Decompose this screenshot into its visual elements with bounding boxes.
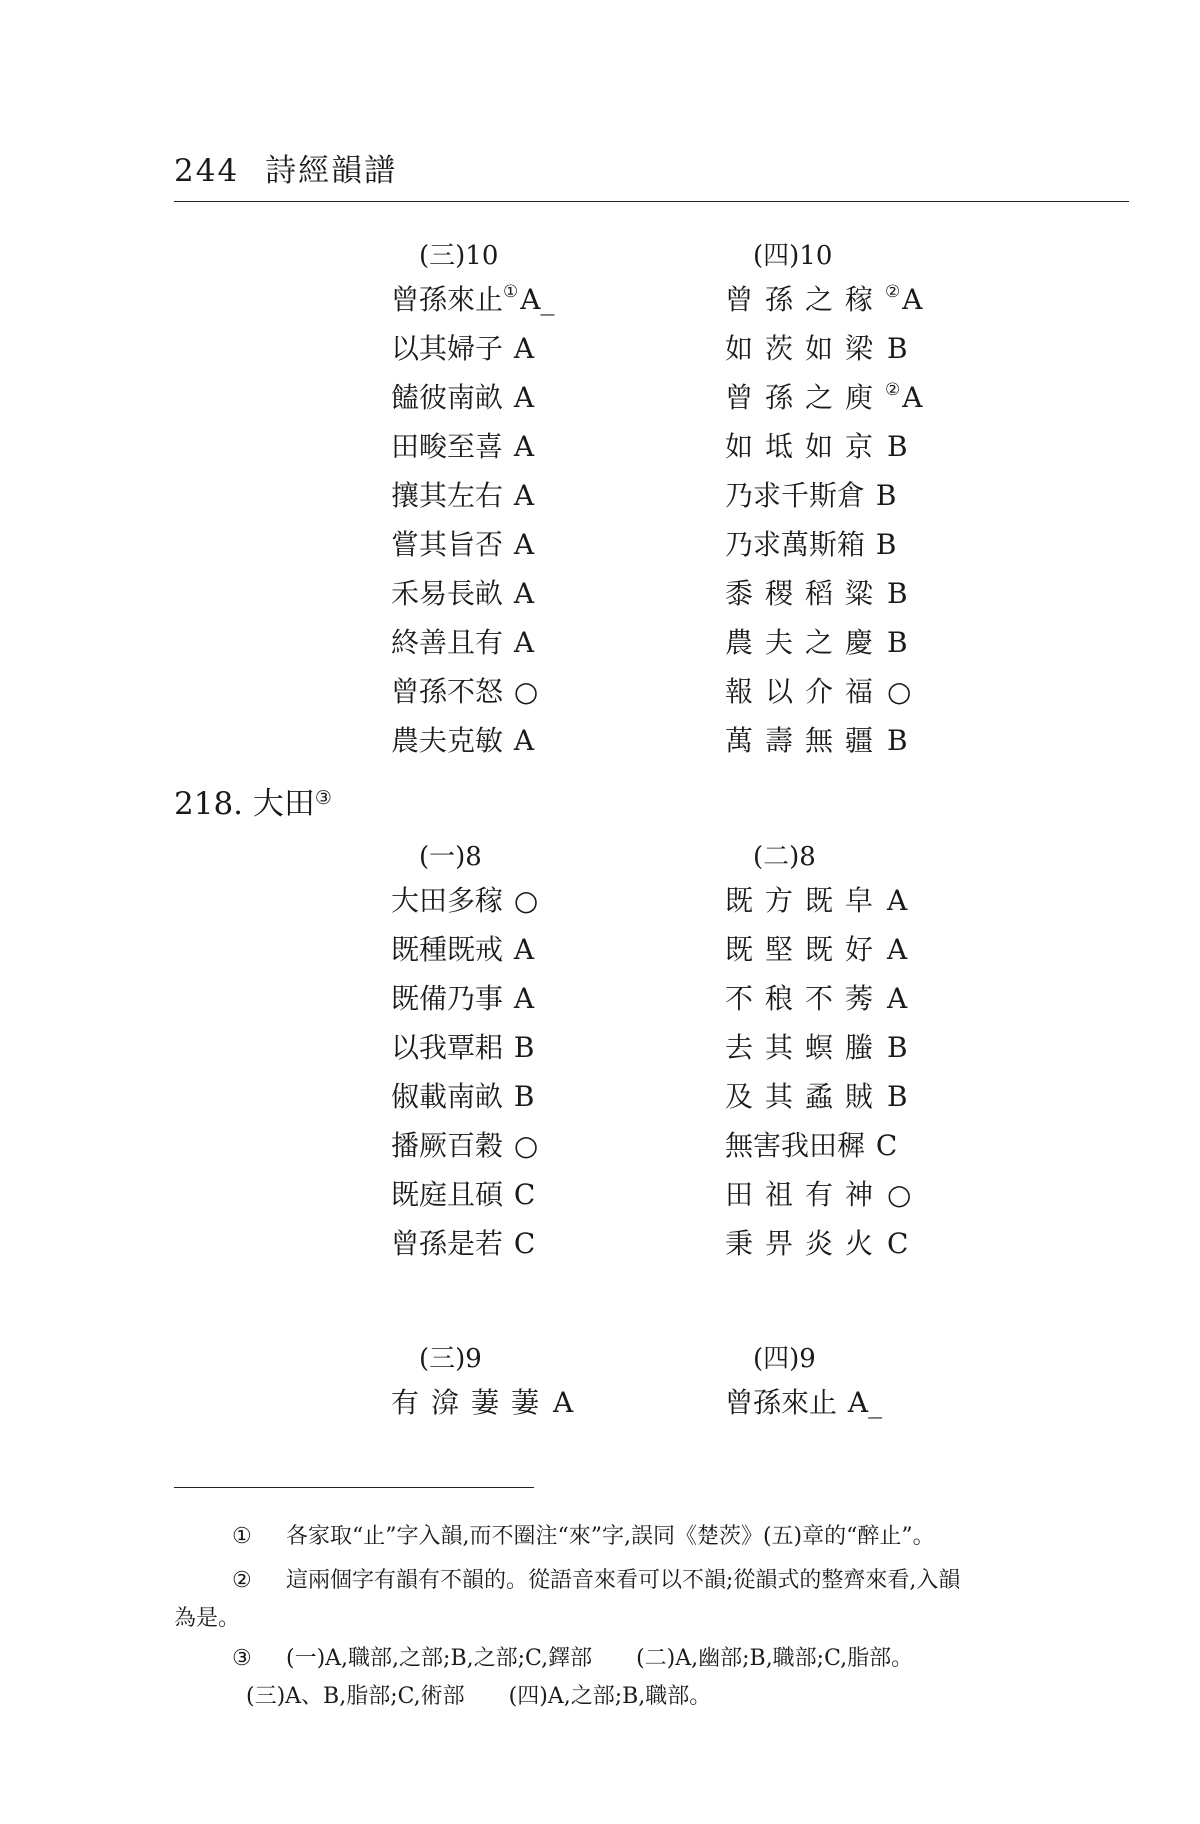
footnote-2-continued: 為是。 xyxy=(174,1606,241,1631)
verse-line: 不稂不莠A xyxy=(725,982,908,1015)
verse-line: 曾孫之稼②A xyxy=(725,282,923,316)
rhyme-mark: C xyxy=(513,1178,536,1211)
footnote-3-continued: (三)A、B,脂部;C,術部 (四)A,之部;B,職部。 xyxy=(246,1684,712,1709)
verse-line: 及其蟊賊B xyxy=(725,1080,908,1113)
footnote-rule xyxy=(174,1487,534,1488)
verse-line: 俶載南畝 B xyxy=(391,1080,535,1113)
footnote-marker: ③ xyxy=(232,1646,252,1671)
verse-line: 報以介福○ xyxy=(725,675,912,708)
verse-line: 曾孫來止①A_ xyxy=(391,282,555,316)
poem-name: 大田 xyxy=(252,786,315,822)
verse-line: 饁彼南畝 A xyxy=(391,381,535,414)
stanza-heading: (二)8 xyxy=(753,842,816,872)
rhyme-mark: B xyxy=(875,528,897,561)
rhyme-mark: ○ xyxy=(513,884,539,917)
verse-line: 攘其左右 A xyxy=(391,479,535,512)
stanza-218-2 xyxy=(725,838,1045,1268)
rhyme-mark: A xyxy=(553,1386,574,1419)
rhyme-mark: A xyxy=(513,381,535,414)
verse-line: 曾孫之庾②A xyxy=(725,380,923,414)
rhyme-mark: A_ xyxy=(847,1386,883,1419)
rhyme-mark: C xyxy=(887,1227,909,1260)
verse-line: 有渰萋萋A xyxy=(391,1386,574,1419)
footnote-2: ② 這兩個字有韻有不韻的。從語音來看可以不韻;從韻式的整齊來看,入韻 xyxy=(232,1566,960,1596)
rhyme-mark: A xyxy=(513,982,535,1015)
running-header xyxy=(174,145,397,190)
rhyme-mark: ○ xyxy=(887,675,912,708)
rhyme-mark: A xyxy=(887,884,908,917)
stanza-heading: (三)10 xyxy=(419,241,499,271)
header-rule xyxy=(174,201,1129,202)
verse-line: 田祖有神○ xyxy=(725,1178,912,1211)
footnote-3: ③ (一)A,職部,之部;B,之部;C,鐸部 (二)A,幽部;B,職部;C,脂部。 xyxy=(232,1644,913,1674)
rhyme-mark: A xyxy=(513,577,535,610)
rhyme-mark: B xyxy=(887,1031,908,1064)
stanza-heading: (一)8 xyxy=(419,842,482,872)
rhyme-mark: A xyxy=(887,982,908,1015)
footnote-1: ① 各家取“止”字入韻,而不圈注“來”字,誤同《楚茨》(五)章的“醉止”。 xyxy=(232,1522,935,1552)
verse-line: 黍稷稻粱B xyxy=(725,577,908,610)
rhyme-mark: ○ xyxy=(513,1129,539,1162)
stanza-heading: (四)9 xyxy=(753,1344,816,1374)
rhyme-mark: B xyxy=(875,479,897,512)
verse-line: 以我覃耜 B xyxy=(391,1031,535,1064)
rhyme-mark: A xyxy=(513,430,535,463)
verse-line: 秉畀炎火C xyxy=(725,1227,909,1260)
verse-line: 既堅既好A xyxy=(725,933,908,966)
verse-line: 去其螟螣B xyxy=(725,1031,908,1064)
verse-line: 既方既皁A xyxy=(725,884,908,917)
poem-number: 218. xyxy=(174,786,244,822)
rhyme-mark: A xyxy=(513,479,535,512)
stanza-218-3 xyxy=(391,1340,711,1427)
verse-line: 既庭且碩 C xyxy=(391,1178,536,1211)
verse-line: 萬壽無疆B xyxy=(725,724,908,757)
footnote-ref: ② xyxy=(885,282,901,302)
footnote-ref: ① xyxy=(503,282,519,302)
rhyme-mark: C xyxy=(875,1129,898,1162)
rhyme-mark: B xyxy=(513,1031,535,1064)
footnote-ref: ② xyxy=(885,380,901,400)
rhyme-mark: B xyxy=(887,626,908,659)
verse-line: 曾孫是若 C xyxy=(391,1227,536,1260)
poem-title xyxy=(174,778,332,823)
rhyme-mark: C xyxy=(513,1227,536,1260)
footnote-marker: ② xyxy=(232,1568,252,1593)
rhyme-mark: A xyxy=(513,528,535,561)
stanza-heading: (三)9 xyxy=(419,1344,482,1374)
verse-line: 乃求萬斯箱 B xyxy=(725,528,897,561)
verse-line: 終善且有 A xyxy=(391,626,535,659)
rhyme-mark: ○ xyxy=(887,1178,912,1211)
rhyme-mark: ○ xyxy=(513,675,539,708)
stanza-217-4 xyxy=(725,237,1045,765)
stanza-218-1 xyxy=(391,838,711,1268)
rhyme-mark: A_ xyxy=(520,283,555,316)
verse-line: 如坻如京B xyxy=(725,430,908,463)
verse-line: 農夫克敏 A xyxy=(391,724,535,757)
verse-line: 無害我田穉 C xyxy=(725,1129,898,1162)
rhyme-mark: B xyxy=(513,1080,535,1113)
rhyme-mark: A xyxy=(513,332,535,365)
verse-line: 田畯至喜 A xyxy=(391,430,535,463)
stanza-heading: (四)10 xyxy=(753,241,833,271)
verse-line: 曾孫來止 A_ xyxy=(725,1386,883,1419)
rhyme-mark: B xyxy=(887,724,908,757)
rhyme-mark: A xyxy=(513,724,535,757)
page-number: 244 xyxy=(174,153,240,189)
rhyme-mark: A xyxy=(902,381,923,414)
verse-line: 如茨如梁B xyxy=(725,332,908,365)
verse-line: 大田多稼 ○ xyxy=(391,884,539,917)
rhyme-mark: B xyxy=(887,430,908,463)
verse-line: 以其婦子 A xyxy=(391,332,535,365)
rhyme-mark: A xyxy=(887,933,908,966)
rhyme-mark: B xyxy=(887,332,908,365)
verse-line: 既備乃事 A xyxy=(391,982,535,1015)
rhyme-mark: B xyxy=(887,1080,908,1113)
verse-line: 乃求千斯倉 B xyxy=(725,479,897,512)
verse-line: 既種既戒 A xyxy=(391,933,535,966)
rhyme-mark: A xyxy=(513,933,535,966)
verse-line: 禾易長畝 A xyxy=(391,577,535,610)
footnote-marker: ① xyxy=(232,1524,252,1549)
verse-line: 嘗其旨否 A xyxy=(391,528,535,561)
book-title: 詩經韻譜 xyxy=(265,153,398,189)
stanza-217-3 xyxy=(391,237,711,765)
verse-line: 播厥百穀 ○ xyxy=(391,1129,539,1162)
verse-line: 農夫之慶B xyxy=(725,626,908,659)
stanza-218-4 xyxy=(725,1340,1045,1427)
footnote-ref: ③ xyxy=(314,787,332,809)
rhyme-mark: B xyxy=(887,577,908,610)
rhyme-mark: A xyxy=(513,626,535,659)
verse-line: 曾孫不怒 ○ xyxy=(391,675,539,708)
rhyme-mark: A xyxy=(902,283,923,316)
